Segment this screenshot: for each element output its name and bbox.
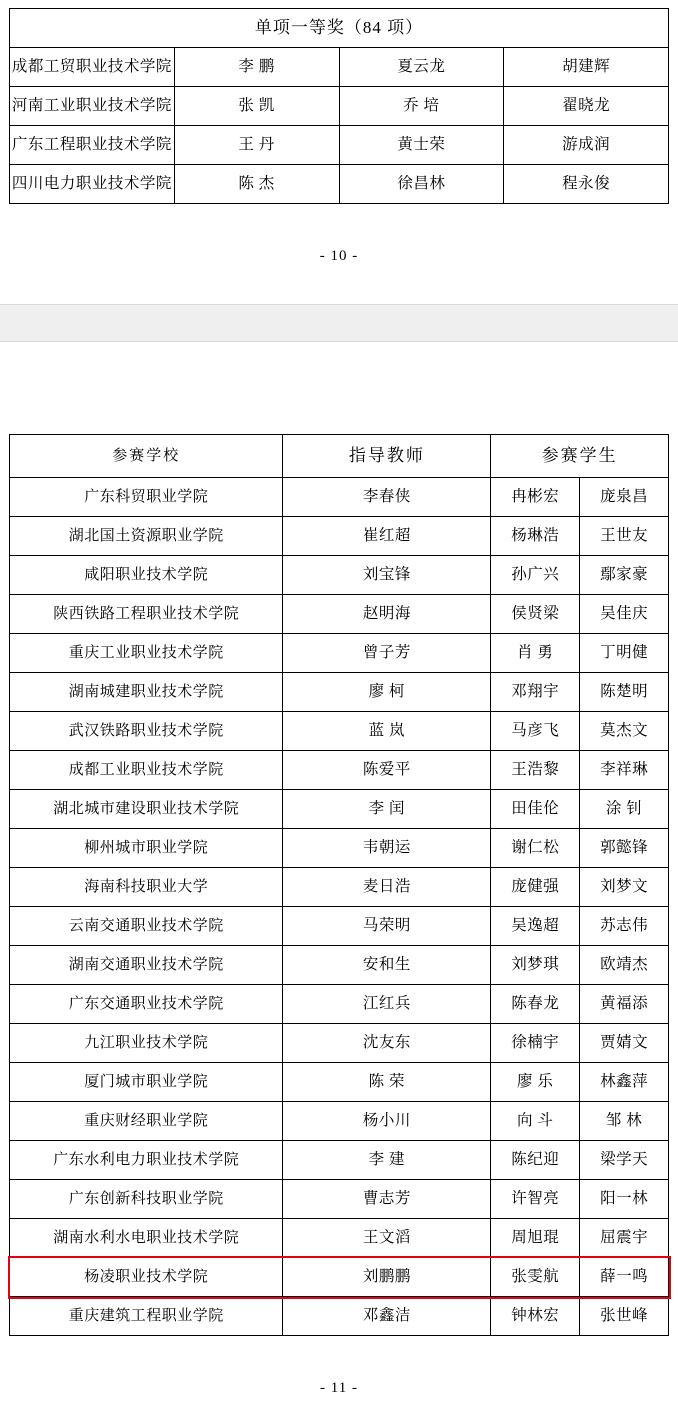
cell-student-1: 邓翔宇 [491,673,580,712]
cell-student-2: 庞泉昌 [580,478,669,517]
award-table-page2 [9,434,669,1336]
cell-teacher: 邓鑫洁 [283,1297,491,1336]
cell-student-1: 陈春龙 [491,985,580,1024]
cell-school: 海南科技职业大学 [10,868,283,907]
table-row [10,1219,669,1258]
table-row [10,87,669,126]
table-row-highlighted [10,1258,669,1297]
cell-student-2: 翟晓龙 [504,87,669,126]
cell-student-1: 廖 乐 [491,1063,580,1102]
cell-teacher: 麦日浩 [283,868,491,907]
table-row [10,868,669,907]
cell-student-1: 冉彬宏 [491,478,580,517]
cell-student-2: 苏志伟 [580,907,669,946]
cell-teacher: 曾子芳 [283,634,491,673]
cell-student-1: 田佳伦 [491,790,580,829]
cell-school: 广东交通职业技术学院 [10,985,283,1024]
cell-school: 重庆建筑工程职业学院 [10,1297,283,1336]
cell-student-1: 钟林宏 [491,1297,580,1336]
cell-student-2: 林鑫萍 [580,1063,669,1102]
cell-teacher: 刘宝锋 [283,556,491,595]
cell-school: 广东水利电力职业技术学院 [10,1141,283,1180]
cell-teacher: 马荣明 [283,907,491,946]
cell-student-1: 吴逸超 [491,907,580,946]
cell-school: 重庆财经职业学院 [10,1102,283,1141]
table-row [10,126,669,165]
cell-student-2: 薛一鸣 [580,1258,669,1297]
cell-school: 湖北国土资源职业学院 [10,517,283,556]
cell-student-2: 贾婧文 [580,1024,669,1063]
cell-teacher: 陈 荣 [283,1063,491,1102]
cell-student-2: 莫杰文 [580,712,669,751]
cell-school: 重庆工业职业技术学院 [10,634,283,673]
table-row [10,907,669,946]
cell-school: 湖北城市建设职业技术学院 [10,790,283,829]
cell-school: 厦门城市职业学院 [10,1063,283,1102]
cell-student-1: 周旭琨 [491,1219,580,1258]
cell-school: 九江职业技术学院 [10,1024,283,1063]
cell-student-1: 侯贤梁 [491,595,580,634]
cell-school: 广东创新科技职业学院 [10,1180,283,1219]
table-row [10,1063,669,1102]
cell-student-1: 刘梦琪 [491,946,580,985]
cell-school: 武汉铁路职业技术学院 [10,712,283,751]
cell-student-1: 乔 培 [339,87,504,126]
cell-student-1: 孙广兴 [491,556,580,595]
cell-school: 广东科贸职业学院 [10,478,283,517]
page-number-10: - 10 - [319,248,359,264]
header-teacher: 指导教师 [283,435,491,478]
cell-student-1: 夏云龙 [339,48,504,87]
cell-teacher: 李 鹏 [174,48,339,87]
cell-teacher: 曹志芳 [283,1180,491,1219]
cell-teacher: 刘鹏鹏 [283,1258,491,1297]
cell-student-2: 吴佳庆 [580,595,669,634]
cell-school: 湖南城建职业技术学院 [10,673,283,712]
table-row [10,712,669,751]
cell-student-1: 谢仁松 [491,829,580,868]
table-row [10,985,669,1024]
table-row [10,946,669,985]
cell-teacher: 张 凯 [174,87,339,126]
table-row [10,1024,669,1063]
page-separator [0,304,678,342]
cell-school: 成都工贸职业技术学院 [10,48,175,87]
cell-teacher: 李 闰 [283,790,491,829]
cell-student-2: 张世峰 [580,1297,669,1336]
cell-student-2: 刘梦文 [580,868,669,907]
cell-school: 河南工业职业技术学院 [10,87,175,126]
cell-school: 湖南水利水电职业技术学院 [10,1219,283,1258]
cell-school: 柳州城市职业学院 [10,829,283,868]
table-row [10,556,669,595]
cell-student-2: 丁明健 [580,634,669,673]
cell-student-2: 游成润 [504,126,669,165]
cell-teacher: 王文滔 [283,1219,491,1258]
table-row [10,1102,669,1141]
cell-student-2: 邹 林 [580,1102,669,1141]
cell-teacher: 江红兵 [283,985,491,1024]
cell-student-1: 杨琳浩 [491,517,580,556]
table-row [10,1141,669,1180]
table-row [10,790,669,829]
table-title-row [10,9,669,48]
page2-top-margin [0,342,678,434]
table-row [10,478,669,517]
cell-school: 咸阳职业技术学院 [10,556,283,595]
cell-student-2: 王世友 [580,517,669,556]
cell-student-1: 肖 勇 [491,634,580,673]
header-student: 参赛学生 [491,435,669,478]
cell-school: 湖南交通职业技术学院 [10,946,283,985]
cell-student-2: 李祥琳 [580,751,669,790]
cell-student-2: 程永俊 [504,165,669,204]
cell-school: 广东工程职业技术学院 [10,126,175,165]
cell-teacher: 陈爱平 [283,751,491,790]
cell-student-1: 马彦飞 [491,712,580,751]
cell-teacher: 蓝 岚 [283,712,491,751]
cell-student-1: 庞健强 [491,868,580,907]
award-table-page1 [9,8,669,204]
cell-teacher: 赵明海 [283,595,491,634]
table-row [10,1297,669,1336]
award-table-page2-body [10,435,669,1336]
document-page-1 [0,8,678,304]
cell-teacher: 李春侠 [283,478,491,517]
cell-teacher: 廖 柯 [283,673,491,712]
table-header-row [10,435,669,478]
cell-school: 杨凌职业技术学院 [10,1258,283,1297]
cell-teacher: 陈 杰 [174,165,339,204]
cell-school: 成都工业职业技术学院 [10,751,283,790]
header-school: 参赛学校 [10,435,283,478]
table-row [10,673,669,712]
cell-student-1: 徐楠宇 [491,1024,580,1063]
document-page-2 [0,342,678,1420]
cell-school: 四川电力职业技术学院 [10,165,175,204]
cell-teacher: 安和生 [283,946,491,985]
cell-teacher: 韦朝运 [283,829,491,868]
cell-student-2: 欧靖杰 [580,946,669,985]
cell-student-1: 向 斗 [491,1102,580,1141]
cell-student-1: 黄士荣 [339,126,504,165]
cell-teacher: 沈友东 [283,1024,491,1063]
cell-student-1: 张雯航 [491,1258,580,1297]
cell-teacher: 杨小川 [283,1102,491,1141]
cell-student-2: 梁学天 [580,1141,669,1180]
cell-student-2: 黄福添 [580,985,669,1024]
table-title: 单项一等奖（84 项） [10,9,669,48]
cell-student-2: 郭懿锋 [580,829,669,868]
cell-student-2: 鄢家豪 [580,556,669,595]
table-row [10,1180,669,1219]
cell-student-1: 徐昌林 [339,165,504,204]
cell-student-1: 许智亮 [491,1180,580,1219]
cell-teacher: 崔红超 [283,517,491,556]
table-row [10,48,669,87]
award-table-page1-body [10,9,669,204]
table-row [10,595,669,634]
table-row [10,634,669,673]
cell-student-2: 胡建辉 [504,48,669,87]
cell-school: 云南交通职业技术学院 [10,907,283,946]
cell-student-2: 涂 钊 [580,790,669,829]
page-number-11: - 11 - [320,1380,358,1396]
cell-teacher: 李 建 [283,1141,491,1180]
table-row [10,829,669,868]
cell-school: 陕西铁路工程职业技术学院 [10,595,283,634]
award-table-page2-wrap [0,434,678,1336]
cell-teacher: 王 丹 [174,126,339,165]
cell-student-1: 王浩黎 [491,751,580,790]
cell-student-1: 陈纪迎 [491,1141,580,1180]
table-row [10,517,669,556]
cell-student-2: 阳一林 [580,1180,669,1219]
table-row [10,165,669,204]
cell-student-2: 屈震宇 [580,1219,669,1258]
table-row [10,751,669,790]
cell-student-2: 陈楚明 [580,673,669,712]
